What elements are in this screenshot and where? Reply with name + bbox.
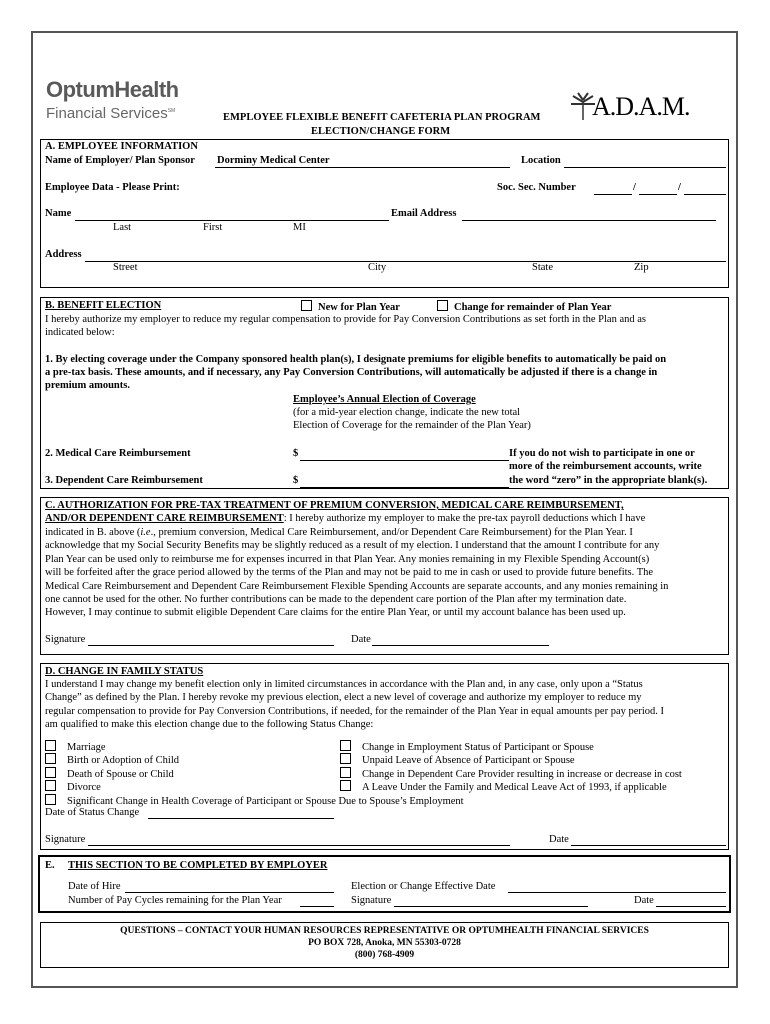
date-of-hire-label: Date of Hire xyxy=(68,881,121,892)
d-date-label: Date xyxy=(549,834,569,845)
new-plan-year-label: New for Plan Year xyxy=(318,302,400,313)
c-date-label: Date xyxy=(351,634,371,645)
annual-election-heading: Employee’s Annual Election of Coverage xyxy=(293,394,476,405)
mi-caption: MI xyxy=(293,222,306,233)
title-line1: EMPLOYEE FLEXIBLE BENEFIT CAFETERIA PLAN PROGRAM xyxy=(223,112,541,123)
status-checkbox[interactable] xyxy=(45,780,56,791)
pay-cycles-field[interactable] xyxy=(300,906,334,907)
b-item1-line2: a pre-tax basis. These amounts, and if necessary, any Pay Conversion Contributions, will automatically be adjusted if there is a change in xyxy=(45,367,658,378)
effective-date-label: Election or Change Effective Date xyxy=(351,881,496,892)
date-of-change-field[interactable] xyxy=(148,818,334,819)
d-signature-label: Signature xyxy=(45,834,86,845)
status-checkbox[interactable] xyxy=(45,767,56,778)
status-label: Death of Spouse or Child xyxy=(67,769,174,780)
ssn-label: Soc. Sec. Number xyxy=(497,182,576,193)
d-date-field[interactable] xyxy=(571,845,726,846)
status-label: Birth or Adoption of Child xyxy=(67,755,180,766)
city-caption: City xyxy=(368,262,387,273)
logo-sub-wrap xyxy=(46,102,179,123)
c-date-field[interactable] xyxy=(372,645,549,646)
new-plan-year-checkbox[interactable] xyxy=(301,300,312,311)
status-checkbox[interactable] xyxy=(45,753,56,764)
section-d-heading: D. CHANGE IN FAMILY STATUS xyxy=(45,666,204,677)
section-e-letter: E. xyxy=(45,860,55,871)
c-text-ie: i.e xyxy=(140,527,151,538)
form-title xyxy=(223,112,540,123)
optumhealth-logo xyxy=(46,78,179,123)
annual-note-line1: (for a mid-year election change, indicate the new total xyxy=(293,407,521,418)
d-text-line1: I understand I may change my benefit election only in limited circumstances in accordance with the Plan and, in any case, only upon a “Status xyxy=(45,679,643,690)
d-text-line2: Change” as defined by the Plan. I hereby revoke my previous election, elect a new level of coverage and authorize my employer to reduce my xyxy=(45,692,642,703)
status-option-fmla[interactable] xyxy=(340,780,667,793)
b-note-line3: the word “zero” in the appropriate blank(s). xyxy=(509,475,708,486)
footer-line1: QUESTIONS – CONTACT YOUR HUMAN RESOURCES REPRESENTATIVE OR OPTUMHEALTH FINANCIAL SERVICES xyxy=(120,926,649,936)
logo-sm: SM xyxy=(167,108,176,114)
ssn-sep-1: / xyxy=(633,182,636,193)
status-label: Unpaid Leave of Absence of Participant or Spouse xyxy=(362,755,575,766)
logo-main-text: OptumHealth xyxy=(46,77,179,102)
status-checkbox[interactable] xyxy=(45,794,56,805)
c-signature-label: Signature xyxy=(45,634,86,645)
section-c-heading-line1: C. AUTHORIZATION FOR PRE-TAX TREATMENT OF PREMIUM CONVERSION, MEDICAL CARE REIMBURSEMENT, xyxy=(45,500,624,511)
adam-logo-text: A.D.A.M. xyxy=(592,92,690,121)
e-date-field[interactable] xyxy=(656,906,726,907)
first-caption: First xyxy=(203,222,223,233)
footer-line2: PO BOX 728, Anoka, MN 55303-0728 xyxy=(308,938,461,948)
footer-line3: (800) 768-4909 xyxy=(354,950,415,960)
b-item1-line3: premium amounts. xyxy=(45,380,130,391)
dependent-dollar: $ xyxy=(293,475,299,486)
annual-note-line2: Election of Coverage for the remainder of the Plan Year) xyxy=(293,420,531,431)
status-option-death[interactable] xyxy=(45,767,174,780)
zip-caption: Zip xyxy=(634,262,649,273)
effective-date-field[interactable] xyxy=(508,892,726,893)
c-text-line6: Medical Care Reimbursement and Dependent Care Reimbursement Flexible Spending Accounts are separate accounts, and any monies remaining in xyxy=(45,581,669,592)
section-a-heading: A. EMPLOYEE INFORMATION xyxy=(45,141,198,152)
date-of-change-label: Date of Status Change xyxy=(45,807,140,818)
medical-care-label: 2. Medical Care Reimbursement xyxy=(45,448,191,459)
c-line2 xyxy=(45,527,633,538)
d-text-line3: regular compensation to provide for Pay Conversion Contributions, if needed, for the remainder of the Plan Year in equal amounts per pay period. I xyxy=(45,706,665,717)
change-remainder-option[interactable] xyxy=(437,300,611,313)
c-text-line5: will be forfeited after the grace period allowed by the terms of the Plan and may not be paid to me in cash or used to provide future benefits. The xyxy=(45,567,654,578)
c-text-line4: Plan Year can be used only to reimburse me for expenses incurred in that Plan Year. Any monies remaining in my Flexible Spending Account(s) xyxy=(45,554,650,565)
location-field[interactable] xyxy=(564,167,726,168)
change-remainder-label: Change for remainder of Plan Year xyxy=(454,302,612,313)
medical-dollar: $ xyxy=(293,448,299,459)
employer-label: Name of Employer/ Plan Sponsor xyxy=(45,155,195,166)
c-text-line8: However, I may continue to submit eligible Dependent Care claims for the entire Plan Year, or until my account balance has been used up. xyxy=(45,607,626,618)
name-field[interactable] xyxy=(75,220,389,221)
section-c-heading-line2: AND/OR DEPENDENT CARE REIMBURSEMENT xyxy=(45,513,284,524)
b-note-line2: more of the reimbursement accounts, write xyxy=(509,461,702,472)
d-signature-field[interactable] xyxy=(88,845,510,846)
form-subtitle: ELECTION/CHANGE FORM xyxy=(311,126,451,137)
status-option-employment[interactable] xyxy=(340,740,594,753)
c-text-line2b: ., premium conversion, Medical Care Reimbursement, and/or Dependent Care Reimbursement) for the Plan Year. I xyxy=(150,527,633,538)
employer-value[interactable]: Dorminy Medical Center xyxy=(217,155,330,166)
dependent-amount-field[interactable] xyxy=(300,487,509,488)
b-item1-line1: 1. By electing coverage under the Company sponsored health plan(s), I designate premiums for eligible benefits to automatically be paid on xyxy=(45,354,667,365)
e-signature-field[interactable] xyxy=(394,906,588,907)
b-intro-line1: I hereby authorize my employer to reduce my regular compensation to provide for Pay Conversion Contributions as set forth in the Plan and as xyxy=(45,314,646,325)
ssn-field-1[interactable] xyxy=(594,194,632,195)
status-option-divorce[interactable] xyxy=(45,780,101,793)
status-option-unpaid-leave[interactable] xyxy=(340,753,575,766)
c-text-line1: : I hereby authorize my employer to make the pre-tax payroll deductions which I have xyxy=(283,513,646,524)
c-line1 xyxy=(45,513,645,524)
address-field[interactable] xyxy=(85,261,726,262)
status-label: Significant Change in Health Coverage of Participant or Spouse Due to Spouse’s Employment xyxy=(67,796,464,807)
logo-sub-text: Financial Services xyxy=(46,105,168,122)
change-remainder-checkbox[interactable] xyxy=(437,300,448,311)
employer-line xyxy=(215,167,510,168)
ssn-field-2[interactable] xyxy=(639,194,677,195)
b-intro-line2: indicated below: xyxy=(45,327,115,338)
pay-cycles-label: Number of Pay Cycles remaining for the Plan Year xyxy=(68,895,282,906)
date-of-hire-field[interactable] xyxy=(125,892,334,893)
status-label: A Leave Under the Family and Medical Leave Act of 1993, if applicable xyxy=(362,782,667,793)
email-label: Email Address xyxy=(391,208,457,219)
status-checkbox[interactable] xyxy=(45,740,56,751)
c-text-line2a: indicated in B. above ( xyxy=(45,527,141,538)
section-e-heading: THIS SECTION TO BE COMPLETED BY EMPLOYER xyxy=(68,860,328,871)
street-caption: Street xyxy=(113,262,138,273)
employee-data-label: Employee Data - Please Print: xyxy=(45,182,180,193)
ssn-sep-2: / xyxy=(678,182,681,193)
email-field[interactable] xyxy=(462,220,716,221)
medical-amount-field[interactable] xyxy=(300,460,509,461)
dependent-care-label: 3. Dependent Care Reimbursement xyxy=(45,475,203,486)
status-label: Change in Employment Status of Participant or Spouse xyxy=(362,742,594,753)
section-b-heading: B. BENEFIT ELECTION xyxy=(45,300,162,311)
d-text-line4: am qualified to make this election change due to the following Status Change: xyxy=(45,719,374,730)
status-checkbox[interactable] xyxy=(340,767,351,778)
c-text-line7: one cannot be used for the other. No further contributions can be made to the dependent care portion of the Plan after my termination date. xyxy=(45,594,627,605)
address-label: Address xyxy=(45,249,82,260)
status-checkbox[interactable] xyxy=(340,753,351,764)
status-label: Marriage xyxy=(67,742,106,753)
b-note-line1: If you do not wish to participate in one or xyxy=(509,448,695,459)
location-label: Location xyxy=(521,155,561,166)
new-plan-year-option[interactable] xyxy=(301,300,400,313)
e-date-label: Date xyxy=(634,895,654,906)
c-text-line3: acknowledge that my Social Security Benefits may be slightly reduced as a result of my election. I understand that the amount I contribute for any xyxy=(45,540,660,551)
name-label: Name xyxy=(45,208,72,219)
status-option-provider[interactable] xyxy=(340,767,682,780)
status-option-birth[interactable] xyxy=(45,753,179,766)
status-option-significant[interactable] xyxy=(45,794,464,807)
e-signature-label: Signature xyxy=(351,895,392,906)
status-label: Divorce xyxy=(67,782,101,793)
ssn-field-3[interactable] xyxy=(684,194,726,195)
status-checkbox[interactable] xyxy=(340,780,351,791)
state-caption: State xyxy=(532,262,553,273)
status-label: Change in Dependent Care Provider resulting in increase or decrease in cost xyxy=(362,769,682,780)
c-signature-field[interactable] xyxy=(88,645,334,646)
status-checkbox[interactable] xyxy=(340,740,351,751)
status-option-marriage[interactable] xyxy=(45,740,105,753)
last-caption: Last xyxy=(113,222,132,233)
